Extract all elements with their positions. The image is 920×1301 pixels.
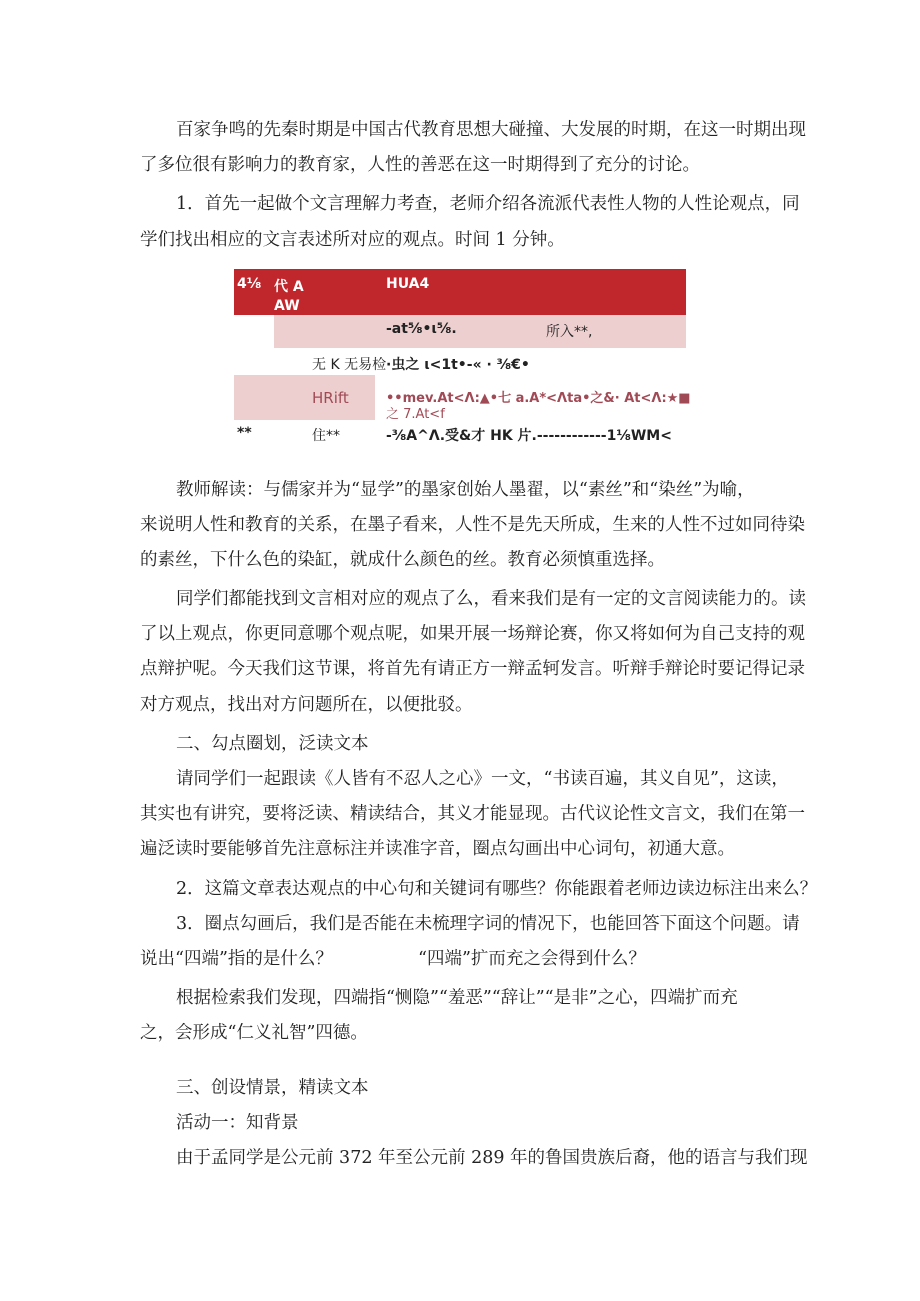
section-heading: 三、创设情景，精读文本 xyxy=(176,1078,369,1098)
text-line: 教师解读：与儒家并为“显学”的墨家创始人墨翟，以“素丝”和“染丝”为喻， xyxy=(176,480,755,500)
text-line: 百家争鸣的先秦时期是中国古代教育思想大碰撞、大发展的时期，在这一时期出现 xyxy=(176,120,806,140)
text-line: 2．这篇文章表达观点的中心句和关键词有哪些？你能跟着老师边读边标注出来么？ xyxy=(176,879,818,899)
text-line: 学们找出相应的文言表述所对应的观点。时间 1 分钟。 xyxy=(140,230,565,250)
text-line: 根据检索我们发现，四端指“恻隐”“羞恶”“辞让”“是非”之心，四端扩而充 xyxy=(176,988,738,1008)
section-heading: 二、勾点圈划，泛读文本 xyxy=(176,734,369,754)
text-line: 之，会形成“仁义礼智”四德。 xyxy=(140,1023,368,1043)
table-cell: HRift xyxy=(312,389,349,407)
table-cell: 所入**, xyxy=(546,324,593,340)
text-line: 了多位很有影响力的教育家，人性的善恶在这一时期得到了充分的讨论。 xyxy=(140,155,700,175)
text-line: 来说明人性和教育的关系，在墨子看来，人性不是先天所成，生来的人性不过如同待染 xyxy=(140,515,805,535)
table-cell: ·虫之 ι<1t•-« · ⅜€• xyxy=(386,357,530,373)
text-line: 了以上观点，你更同意哪个观点呢，如果开展一场辩论赛，你又将如何为自己支持的观 xyxy=(140,624,805,644)
activity-heading: 活动一：知背景 xyxy=(176,1113,299,1133)
viewpoint-table xyxy=(234,269,691,444)
text-line: 3．圈点勾画后，我们是否能在未梳理字词的情况下，也能回答下面这个问题。请 xyxy=(176,914,800,934)
table-cell-band xyxy=(234,375,375,420)
table-cell: 之 7.At<f xyxy=(386,407,445,422)
text-line: 遍泛读时要能够首先注意标注并读准字音，圈点勾画出中心词句，初通大意。 xyxy=(140,839,735,859)
table-cell: 住** xyxy=(312,428,340,444)
table-cell: -⅜A^Λ.受&才 HK 片.------------1⅛WM< xyxy=(386,428,672,444)
text-line: “四端”扩而充之会得到什么？ xyxy=(418,949,646,969)
table-row-band xyxy=(274,315,686,348)
text-line: 说出“四端”指的是什么？ xyxy=(140,949,333,969)
text-line: 同学们都能找到文言相对应的观点了么，看来我们是有一定的文言阅读能力的。读 xyxy=(176,589,806,609)
text-line: 1．首先一起做个文言理解力考查，老师介绍各流派代表性人物的人性论观点，同 xyxy=(176,194,800,214)
text-line: 的素丝，下什么色的染缸，就成什么颜色的丝。教育必须慎重选择。 xyxy=(140,550,665,570)
text-line: 对方观点，找出对方问题所在，以便批驳。 xyxy=(140,695,473,715)
text-line: 请同学们一起跟读《人皆有不忍人之心》一文，“书读百遍，其义自见”，这读， xyxy=(176,769,789,789)
table-cell: 4⅛ xyxy=(237,276,262,292)
text-line: 点辩护呢。今天我们这节课，将首先有请正方一辩孟轲发言。听辩手辩论时要记得记录 xyxy=(140,659,805,679)
text-line: 其实也有讲究，要将泛读、精读结合，其义才能显现。古代议论性文言文，我们在第一 xyxy=(140,804,805,824)
table-cell: ••mev.At<Λ:▲•七 a.A*<Λta•之&· At<Λ:★■ xyxy=(386,391,691,406)
table-cell: ** xyxy=(237,425,252,441)
table-cell: 代 A xyxy=(274,279,304,295)
table-cell: AW xyxy=(274,298,300,314)
table-cell: -at⅝•ι⅝. xyxy=(386,321,457,337)
table-cell: 无 K 无易检 xyxy=(312,357,387,373)
text-line: 由于孟同学是公元前 372 年至公元前 289 年的鲁国贵族后裔，他的语言与我们现 xyxy=(176,1148,808,1168)
table-cell: HUA4 xyxy=(386,276,430,292)
